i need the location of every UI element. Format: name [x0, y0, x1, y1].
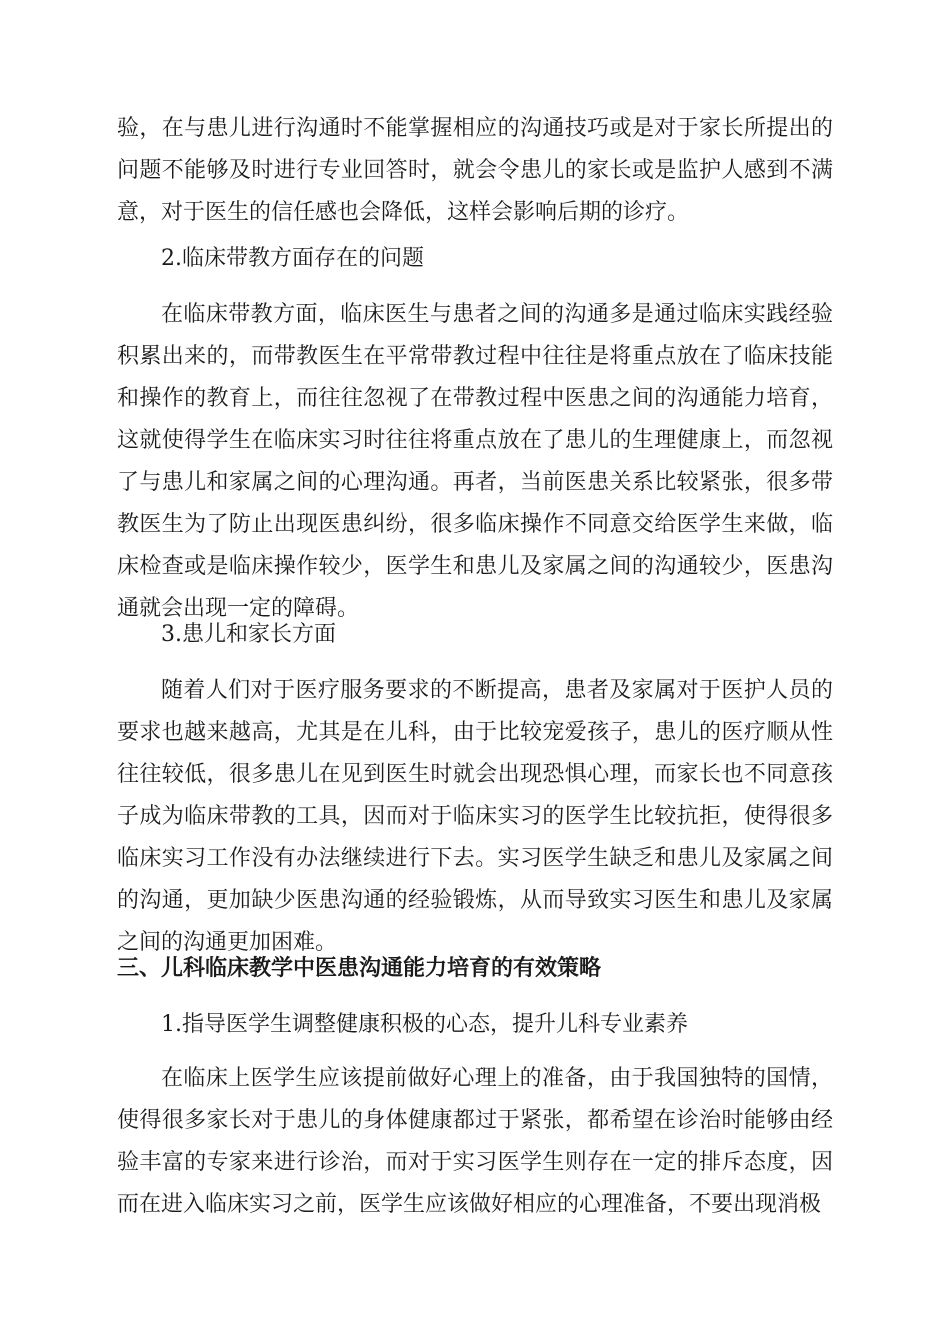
paragraph-teaching-problems: 在临床带教方面，临床医生与患者之间的沟通多是通过临床实践经验积累出来的，而带教医生在平常带教过程中往往是将重点放在了临床技能和操作的教育上，而往往忽视了在带教过程中医患之间的沟通能力培育，这就使得学生在临床实习时往往将重点放在了患儿的生理健康上，而忽视了与患儿和家属之间的心理沟通。再者，当前医患关系比较紧张，很多带教医生为了防止出现医患纠纷，很多临床操作不同意交给医学生来做，临床检查或是临床操作较少，医学生和患儿及家属之间的沟通较少，医患沟通就会出现一定的障碍。 [117, 302, 833, 621]
subheading-mindset: 1.指导医学生调整健康积极的心态，提升儿科专业素养 [161, 1012, 688, 1037]
subheading-patients-parents: 3.患儿和家长方面 [161, 622, 336, 647]
section-heading-strategies: 三、儿科临床教学中医患沟通能力培育的有效策略 [117, 956, 602, 981]
paragraph-continuation: 验，在与患儿进行沟通时不能掌握相应的沟通技巧或是对于家长所提出的问题不能够及时进行专业回答时，就会令患儿的家长或是监护人感到不满意，对于医生的信任感也会降低，这样会影响后期的诊疗。 [117, 116, 833, 225]
paragraph-mindset: 在临床上医学生应该提前做好心理上的准备，由于我国独特的国情，使得很多家长对于患儿的身体健康都过于紧张，都希望在诊治时能够由经验丰富的专家来进行诊治，而对于实习医学生则存在一定的排斥态度，因而在进入临床实习之前，医学生应该做好相应的心理准备，不要出现消极 [117, 1066, 833, 1217]
subheading-teaching-problems: 2.临床带教方面存在的问题 [161, 246, 424, 271]
paragraph-patients-parents: 随着人们对于医疗服务要求的不断提高，患者及家属对于医护人员的要求也越来越高，尤其是在儿科，由于比较宠爱孩子，患儿的医疗顺从性往往较低，很多患儿在见到医生时就会出现恐惧心理，而家长也不同意孩子成为临床带教的工具，因而对于临床实习的医学生比较抗拒，使得很多临床实习工作没有办法继续进行下去。实习医学生缺乏和患儿及家属之间的沟通，更加缺少医患沟通的经验锻炼，从而导致实习医生和患儿及家属之间的沟通更加困难。 [117, 678, 833, 955]
